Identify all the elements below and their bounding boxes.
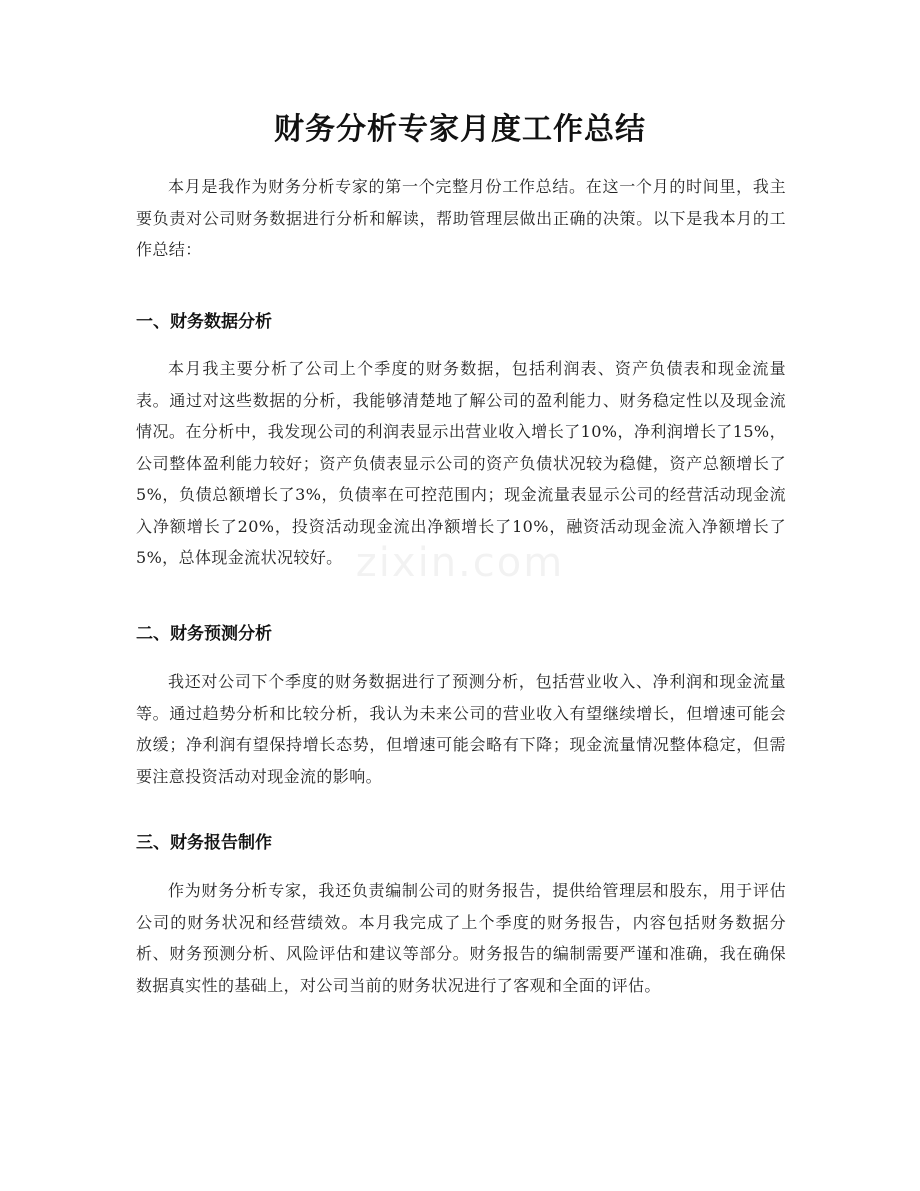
section-heading-financial-forecast-analysis: 二、财务预测分析 (136, 624, 272, 644)
intro-paragraph: 本月是我作为财务分析专家的第一个完整月份工作总结。在这一个月的时间里，我主要负责对公司财务数据进行分析和解读，帮助管理层做出正确的决策。以下是我本月的工作总结： (136, 177, 786, 259)
section-body-financial-report-preparation: 作为财务分析专家，我还负责编制公司的财务报告，提供给管理层和股东，用于评估公司的财务状况和经营绩效。本月我完成了上个季度的财务报告，内容包括财务数据分析、财务预测分析、风险评估和建议等部分。财务报告的编制需要严谨和准确，我在确保数据真实性的基础上，对公司当前的财务状况进行了客观和全面的评估。 (136, 881, 786, 995)
document-title: 财务分析专家月度工作总结 (274, 112, 646, 147)
section-body-financial-forecast-analysis: 我还对公司下个季度的财务数据进行了预测分析，包括营业收入、净利润和现金流量等。通过趋势分析和比较分析，我认为未来公司的营业收入有望继续增长，但增速可能会放缓；净利润有望保持增长态势，但增速可能会略有下降；现金流量情况整体稳定，但需要注意投资活动对现金流的影响。 (136, 672, 786, 786)
watermark-logo: zixin.com (355, 540, 565, 586)
section-heading-financial-report-preparation: 三、财务报告制作 (136, 833, 272, 853)
section-body-financial-data-analysis: 本月我主要分析了公司上个季度的财务数据，包括利润表、资产负债表和现金流量表。通过对这些数据的分析，我能够清楚地了解公司的盈利能力、财务稳定性以及现金流情况。在分析中，我发现公司的利润表显示出营业收入增长了10%，净利润增长了15%，公司整体盈利能力较好；资产负债表显示公司的资产负债状况较为稳健，资产总额增长了5%，负债总额增长了3%，负债率在可控范围内；现金流量表显示公司的经营活动现金流入净额增长了20%，投资活动现金流出净额增长了10%，融资活动现金流入净额增长了5%，总体现金流状况较好。 (136, 359, 786, 567)
section-heading-financial-data-analysis: 一、财务数据分析 (136, 312, 272, 332)
